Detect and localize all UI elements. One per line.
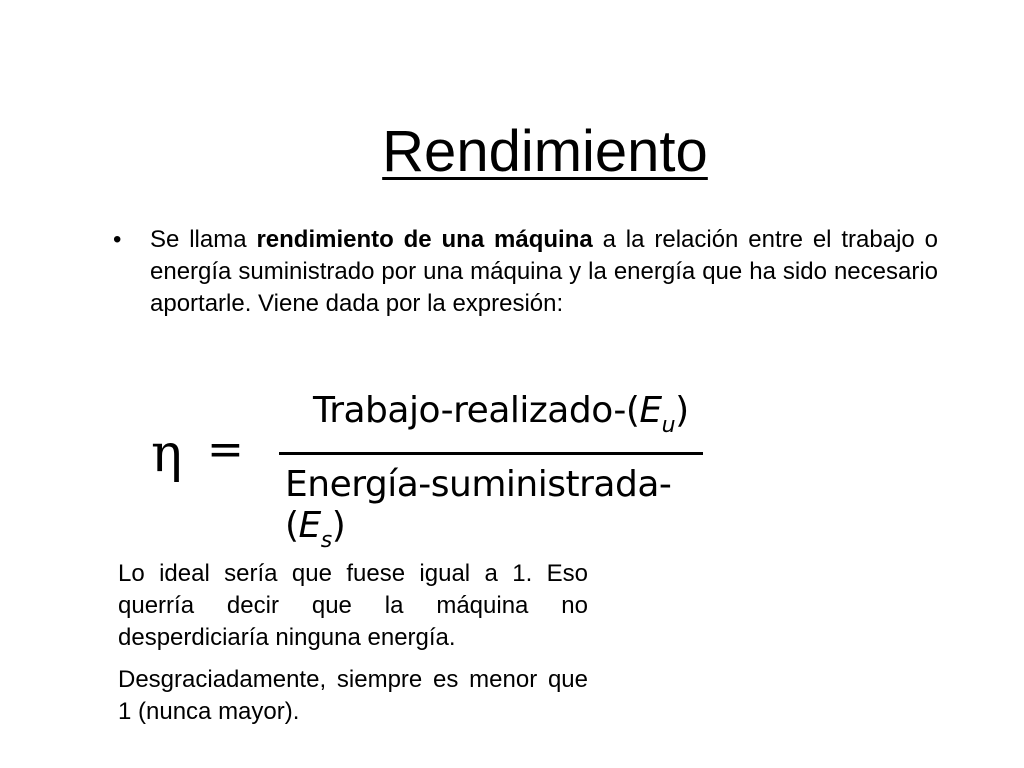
definition-text bbox=[150, 224, 938, 320]
reality-note: Desgraciadamente, siempre es menor que 1 (nunca mayor). bbox=[118, 666, 588, 725]
denominator-subscript: s bbox=[320, 528, 332, 553]
fraction-bar bbox=[279, 452, 703, 455]
bullet-icon: • bbox=[113, 226, 122, 253]
eta-symbol: η bbox=[151, 424, 183, 484]
equals-sign: = bbox=[207, 424, 244, 475]
slide-title: Rendimiento bbox=[382, 119, 708, 184]
ideal-note: Lo ideal sería que fuese igual a 1. Eso querría decir que la máquina no desperdiciaría ninguna energía. bbox=[118, 560, 588, 651]
denominator-variable: E bbox=[298, 505, 321, 546]
denominator-close: ) bbox=[331, 505, 346, 546]
numerator-label: Trabajo-realizado-( bbox=[313, 390, 640, 431]
definition-bullet bbox=[113, 224, 938, 320]
numerator-variable: E bbox=[639, 390, 662, 431]
definition-text-end: a la relación entre el trabajo o energía suministrado por una máquina y la energía que ha sido necesario aportarle. Viene dada por la expresión: bbox=[150, 226, 938, 317]
numerator-close: ) bbox=[675, 390, 689, 431]
formula-numerator bbox=[313, 390, 689, 438]
notes-block bbox=[118, 558, 588, 738]
efficiency-formula bbox=[145, 388, 715, 553]
definition-text-start: Se llama bbox=[150, 226, 257, 253]
definition-term: rendimiento de una máquina bbox=[256, 226, 593, 253]
numerator-subscript: u bbox=[661, 413, 676, 438]
denominator-label: Energía-suministrada-( bbox=[285, 464, 672, 546]
formula-denominator bbox=[285, 464, 715, 553]
